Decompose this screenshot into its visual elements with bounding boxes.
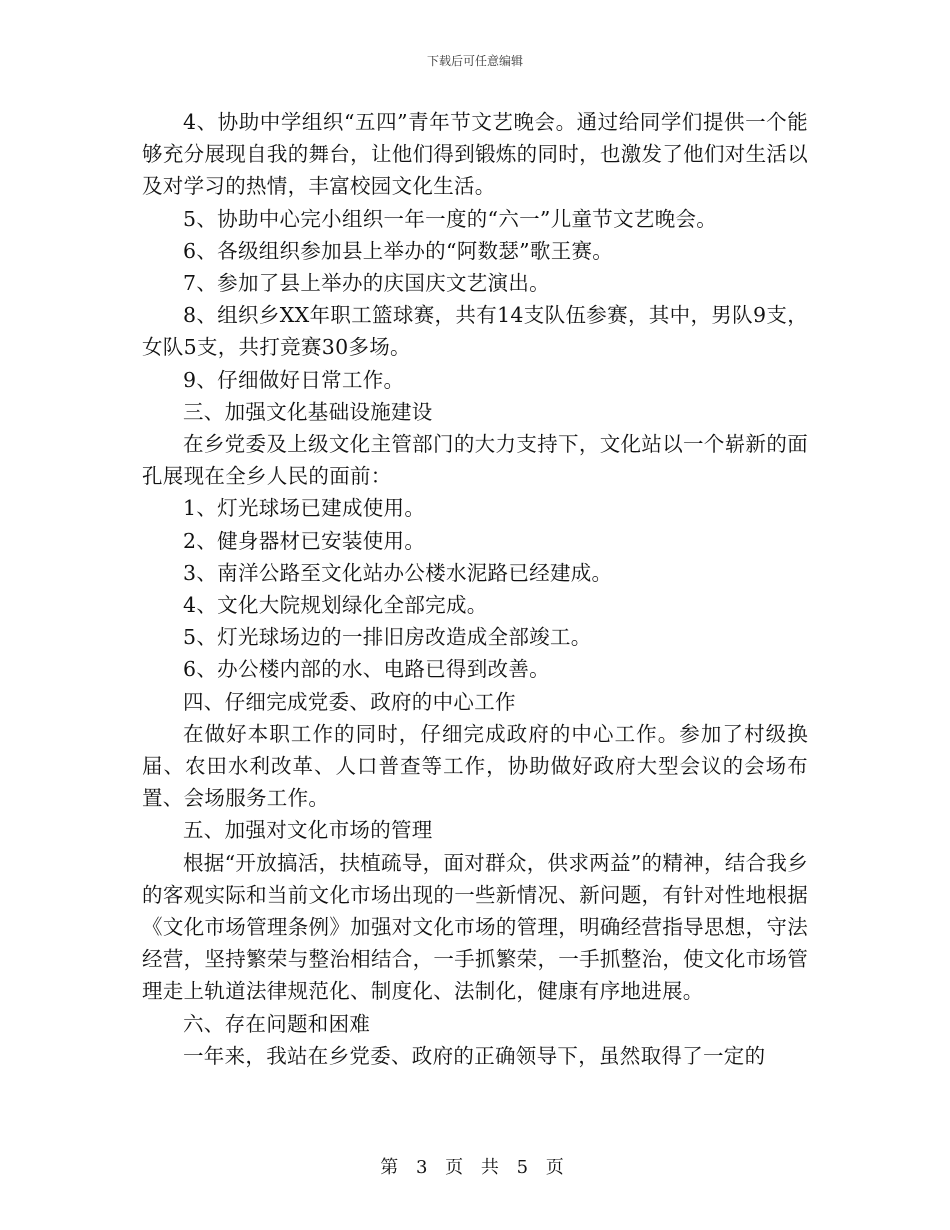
paragraph: 根据“开放搞活，扶植疏导，面对群众，供求两益”的精神，结合我乡的客观实际和当前文化市场出现的一些新情况、新问题，有针对性地根据《文化市场管理条例》加强对文化市场的管理，明确经营指导思想，守法经营，坚持繁荣与整治相结合，一手抓繁荣，一手抓整治，使文化市场管理走上轨道法律规范化、制度化、法制化，健康有序地进展。 [142, 850, 808, 1004]
document-body [142, 106, 808, 1072]
paragraph: 8、组织乡XX年职工篮球赛，共有14支队伍参赛，其中，男队9支，女队5支，共打竞赛30多场。 [142, 303, 808, 360]
paragraph: 4、协助中学组织“五四”青年节文艺晚会。通过给同学们提供一个能够充分展现自我的舞台，让他们得到锻炼的同时，也激发了他们对生活以及对学习的热情，丰富校园文化生活。 [142, 110, 808, 199]
page-footer: 第 3 页 共 5 页 [380, 1157, 570, 1178]
paragraph: 1、灯光球场已建成使用。 [183, 496, 426, 521]
paragraph: 7、参加了县上举办的庆国庆文艺演出。 [183, 271, 550, 296]
paragraph: 6、各级组织参加县上举办的“阿数瑟”歌王赛。 [183, 238, 614, 263]
paragraph: 一年来，我站在乡党委、政府的正确领导下，虽然取得了一定的 [183, 1043, 766, 1068]
paragraph: 6、办公楼内部的水、电路已得到改善。 [183, 657, 550, 682]
section-heading: 五、加强对文化市场的管理 [183, 818, 433, 843]
section-heading: 六、存在问题和困难 [183, 1011, 371, 1036]
paragraph: 9、仔细做好日常工作。 [183, 367, 405, 392]
paragraph: 在做好本职工作的同时，仔细完成政府的中心工作。参加了村级换届、农田水利改革、人口普查等工作，协助做好政府大型会议的会场布置、会场服务工作。 [142, 721, 808, 811]
paragraph: 在乡党委及上级文化主管部门的大力支持下，文化站以一个崭新的面孔展现在全乡人民的面前： [142, 432, 808, 489]
section-heading: 四、仔细完成党委、政府的中心工作 [183, 689, 516, 714]
page-header: 下载后可任意编辑 [426, 54, 523, 68]
paragraph: 4、文化大院规划绿化全部完成。 [183, 593, 488, 618]
paragraph: 5、灯光球场边的一排旧房改造成全部竣工。 [183, 625, 592, 650]
section-heading: 三、加强文化基础设施建设 [183, 399, 433, 424]
paragraph: 3、南洋公路至文化站办公楼水泥路已经建成。 [183, 560, 613, 585]
paragraph: 5、协助中心完小组织一年一度的“六一”儿童节文艺晚会。 [183, 206, 718, 231]
paragraph: 2、健身器材已安装使用。 [183, 528, 426, 553]
